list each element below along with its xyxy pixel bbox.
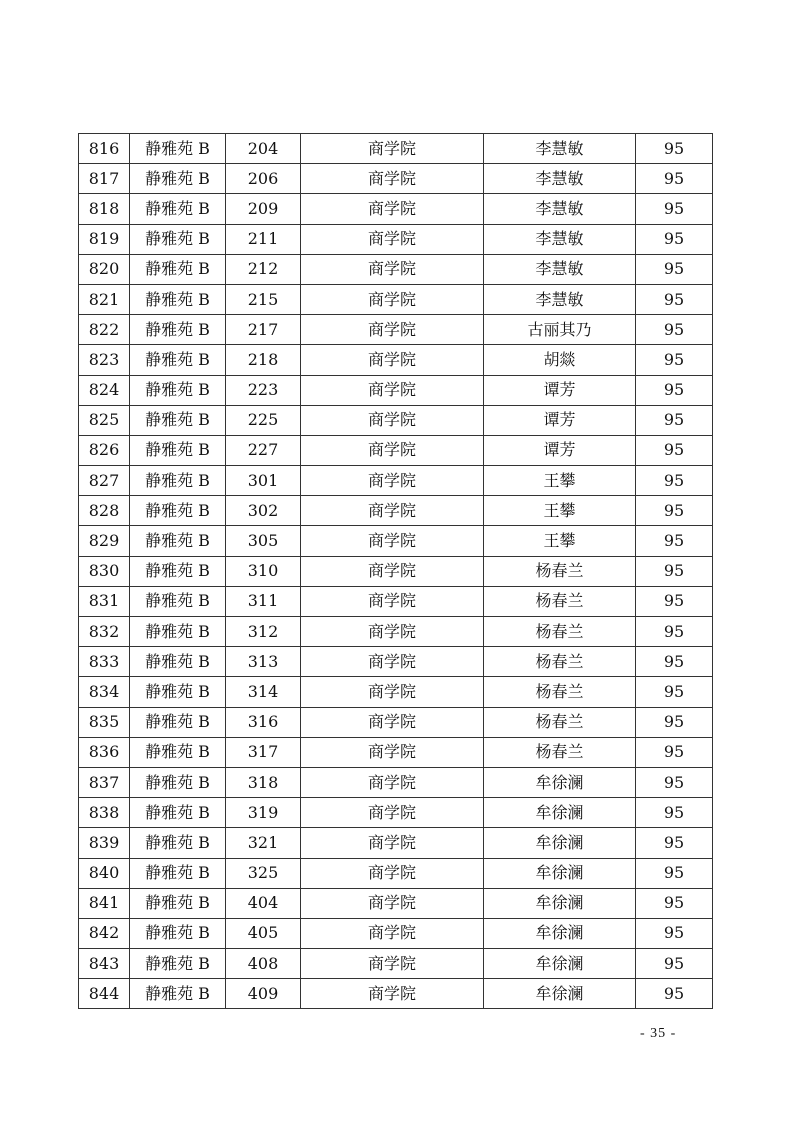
cell-number: 840: [79, 858, 130, 888]
cell-college: 商学院: [301, 164, 484, 194]
table-row: [79, 949, 713, 979]
cell-college: 商学院: [301, 767, 484, 797]
cell-name: 李慧敏: [484, 254, 636, 284]
cell-room: 311: [226, 586, 301, 616]
table-row: [79, 134, 713, 164]
cell-score: 95: [636, 677, 713, 707]
cell-college: 商学院: [301, 496, 484, 526]
cell-score: 95: [636, 435, 713, 465]
cell-college: 商学院: [301, 798, 484, 828]
cell-college: 商学院: [301, 949, 484, 979]
cell-number: 831: [79, 586, 130, 616]
cell-building: 静雅苑 B: [130, 979, 226, 1009]
table-row: [79, 918, 713, 948]
cell-name: 杨春兰: [484, 647, 636, 677]
cell-room: 301: [226, 466, 301, 496]
cell-number: 828: [79, 496, 130, 526]
table-row: [79, 284, 713, 314]
cell-number: 817: [79, 164, 130, 194]
cell-college: 商学院: [301, 647, 484, 677]
table-row: [79, 586, 713, 616]
cell-number: 829: [79, 526, 130, 556]
cell-score: 95: [636, 375, 713, 405]
cell-college: 商学院: [301, 858, 484, 888]
cell-score: 95: [636, 405, 713, 435]
cell-college: 商学院: [301, 828, 484, 858]
cell-number: 836: [79, 737, 130, 767]
cell-number: 842: [79, 918, 130, 948]
cell-college: 商学院: [301, 888, 484, 918]
cell-name: 杨春兰: [484, 617, 636, 647]
cell-score: 95: [636, 949, 713, 979]
cell-score: 95: [636, 918, 713, 948]
cell-number: 838: [79, 798, 130, 828]
cell-building: 静雅苑 B: [130, 496, 226, 526]
cell-college: 商学院: [301, 435, 484, 465]
cell-college: 商学院: [301, 556, 484, 586]
dormitory-score-table: [78, 133, 713, 1009]
cell-number: 821: [79, 284, 130, 314]
table-row: [79, 496, 713, 526]
table-row: [79, 194, 713, 224]
cell-number: 833: [79, 647, 130, 677]
cell-college: 商学院: [301, 737, 484, 767]
cell-number: 834: [79, 677, 130, 707]
cell-room: 318: [226, 767, 301, 797]
cell-building: 静雅苑 B: [130, 707, 226, 737]
cell-room: 313: [226, 647, 301, 677]
table-row: [79, 315, 713, 345]
cell-number: 837: [79, 767, 130, 797]
page-number: - 35 -: [640, 1026, 677, 1041]
cell-number: 843: [79, 949, 130, 979]
cell-number: 832: [79, 617, 130, 647]
table-row: [79, 798, 713, 828]
cell-score: 95: [636, 617, 713, 647]
cell-college: 商学院: [301, 707, 484, 737]
cell-college: 商学院: [301, 918, 484, 948]
cell-name: 王攀: [484, 526, 636, 556]
cell-college: 商学院: [301, 466, 484, 496]
cell-score: 95: [636, 164, 713, 194]
cell-room: 223: [226, 375, 301, 405]
cell-college: 商学院: [301, 345, 484, 375]
cell-name: 牟徐澜: [484, 828, 636, 858]
cell-number: 827: [79, 466, 130, 496]
cell-number: 824: [79, 375, 130, 405]
cell-name: 牟徐澜: [484, 858, 636, 888]
cell-building: 静雅苑 B: [130, 194, 226, 224]
cell-building: 静雅苑 B: [130, 526, 226, 556]
cell-building: 静雅苑 B: [130, 918, 226, 948]
cell-number: 844: [79, 979, 130, 1009]
cell-score: 95: [636, 798, 713, 828]
table-row: [79, 526, 713, 556]
cell-building: 静雅苑 B: [130, 767, 226, 797]
cell-name: 古丽其乃: [484, 315, 636, 345]
cell-score: 95: [636, 194, 713, 224]
table-row: [79, 888, 713, 918]
cell-building: 静雅苑 B: [130, 224, 226, 254]
cell-name: 谭芳: [484, 435, 636, 465]
cell-score: 95: [636, 134, 713, 164]
cell-score: 95: [636, 315, 713, 345]
cell-name: 牟徐澜: [484, 767, 636, 797]
cell-score: 95: [636, 888, 713, 918]
cell-building: 静雅苑 B: [130, 315, 226, 345]
cell-building: 静雅苑 B: [130, 737, 226, 767]
cell-college: 商学院: [301, 315, 484, 345]
cell-name: 牟徐澜: [484, 979, 636, 1009]
cell-name: 杨春兰: [484, 737, 636, 767]
cell-score: 95: [636, 556, 713, 586]
cell-name: 李慧敏: [484, 224, 636, 254]
cell-room: 227: [226, 435, 301, 465]
cell-name: 杨春兰: [484, 556, 636, 586]
cell-score: 95: [636, 496, 713, 526]
cell-room: 316: [226, 707, 301, 737]
table-row: [79, 707, 713, 737]
cell-number: 816: [79, 134, 130, 164]
cell-building: 静雅苑 B: [130, 466, 226, 496]
cell-number: 826: [79, 435, 130, 465]
cell-room: 206: [226, 164, 301, 194]
cell-name: 胡燚: [484, 345, 636, 375]
cell-number: 822: [79, 315, 130, 345]
cell-name: 王攀: [484, 466, 636, 496]
cell-number: 820: [79, 254, 130, 284]
cell-score: 95: [636, 767, 713, 797]
cell-name: 杨春兰: [484, 677, 636, 707]
cell-name: 王攀: [484, 496, 636, 526]
cell-building: 静雅苑 B: [130, 798, 226, 828]
table-row: [79, 617, 713, 647]
table-row: [79, 677, 713, 707]
cell-room: 325: [226, 858, 301, 888]
cell-number: 818: [79, 194, 130, 224]
cell-room: 211: [226, 224, 301, 254]
table-row: [79, 435, 713, 465]
cell-college: 商学院: [301, 677, 484, 707]
cell-name: 李慧敏: [484, 284, 636, 314]
cell-score: 95: [636, 707, 713, 737]
cell-room: 218: [226, 345, 301, 375]
cell-building: 静雅苑 B: [130, 345, 226, 375]
cell-room: 314: [226, 677, 301, 707]
cell-building: 静雅苑 B: [130, 677, 226, 707]
cell-college: 商学院: [301, 526, 484, 556]
cell-college: 商学院: [301, 405, 484, 435]
cell-building: 静雅苑 B: [130, 949, 226, 979]
cell-number: 819: [79, 224, 130, 254]
cell-number: 835: [79, 707, 130, 737]
table-body: [79, 134, 713, 1009]
cell-name: 牟徐澜: [484, 888, 636, 918]
cell-score: 95: [636, 737, 713, 767]
cell-name: 牟徐澜: [484, 918, 636, 948]
cell-score: 95: [636, 828, 713, 858]
cell-college: 商学院: [301, 617, 484, 647]
cell-name: 牟徐澜: [484, 798, 636, 828]
cell-building: 静雅苑 B: [130, 888, 226, 918]
cell-building: 静雅苑 B: [130, 435, 226, 465]
cell-score: 95: [636, 254, 713, 284]
cell-building: 静雅苑 B: [130, 586, 226, 616]
table-row: [79, 737, 713, 767]
cell-building: 静雅苑 B: [130, 556, 226, 586]
cell-score: 95: [636, 345, 713, 375]
table-row: [79, 767, 713, 797]
cell-room: 225: [226, 405, 301, 435]
cell-room: 204: [226, 134, 301, 164]
cell-building: 静雅苑 B: [130, 828, 226, 858]
cell-number: 841: [79, 888, 130, 918]
cell-college: 商学院: [301, 375, 484, 405]
cell-room: 305: [226, 526, 301, 556]
cell-building: 静雅苑 B: [130, 134, 226, 164]
cell-college: 商学院: [301, 979, 484, 1009]
cell-college: 商学院: [301, 224, 484, 254]
cell-college: 商学院: [301, 284, 484, 314]
cell-name: 李慧敏: [484, 134, 636, 164]
cell-room: 212: [226, 254, 301, 284]
cell-room: 302: [226, 496, 301, 526]
cell-score: 95: [636, 284, 713, 314]
table-row: [79, 466, 713, 496]
cell-number: 839: [79, 828, 130, 858]
cell-name: 谭芳: [484, 375, 636, 405]
cell-room: 312: [226, 617, 301, 647]
cell-college: 商学院: [301, 134, 484, 164]
cell-name: 杨春兰: [484, 586, 636, 616]
cell-building: 静雅苑 B: [130, 254, 226, 284]
cell-building: 静雅苑 B: [130, 647, 226, 677]
cell-score: 95: [636, 647, 713, 677]
cell-number: 823: [79, 345, 130, 375]
table-row: [79, 858, 713, 888]
table-row: [79, 828, 713, 858]
cell-number: 825: [79, 405, 130, 435]
cell-building: 静雅苑 B: [130, 164, 226, 194]
table-row: [79, 345, 713, 375]
table-row: [79, 556, 713, 586]
table-row: [79, 405, 713, 435]
cell-college: 商学院: [301, 254, 484, 284]
cell-college: 商学院: [301, 586, 484, 616]
table-row: [79, 254, 713, 284]
cell-number: 830: [79, 556, 130, 586]
cell-name: 李慧敏: [484, 194, 636, 224]
cell-building: 静雅苑 B: [130, 858, 226, 888]
table-row: [79, 979, 713, 1009]
cell-name: 李慧敏: [484, 164, 636, 194]
cell-room: 408: [226, 949, 301, 979]
cell-score: 95: [636, 466, 713, 496]
cell-room: 217: [226, 315, 301, 345]
cell-score: 95: [636, 224, 713, 254]
cell-score: 95: [636, 526, 713, 556]
table-row: [79, 164, 713, 194]
cell-room: 321: [226, 828, 301, 858]
table-row: [79, 375, 713, 405]
cell-building: 静雅苑 B: [130, 405, 226, 435]
cell-room: 319: [226, 798, 301, 828]
cell-room: 317: [226, 737, 301, 767]
cell-room: 404: [226, 888, 301, 918]
cell-building: 静雅苑 B: [130, 617, 226, 647]
cell-building: 静雅苑 B: [130, 284, 226, 314]
cell-score: 95: [636, 586, 713, 616]
cell-room: 310: [226, 556, 301, 586]
table-row: [79, 224, 713, 254]
cell-college: 商学院: [301, 194, 484, 224]
cell-name: 杨春兰: [484, 707, 636, 737]
cell-room: 209: [226, 194, 301, 224]
cell-room: 405: [226, 918, 301, 948]
cell-room: 215: [226, 284, 301, 314]
cell-score: 95: [636, 858, 713, 888]
cell-score: 95: [636, 979, 713, 1009]
table-row: [79, 647, 713, 677]
cell-room: 409: [226, 979, 301, 1009]
cell-name: 牟徐澜: [484, 949, 636, 979]
cell-building: 静雅苑 B: [130, 375, 226, 405]
cell-name: 谭芳: [484, 405, 636, 435]
